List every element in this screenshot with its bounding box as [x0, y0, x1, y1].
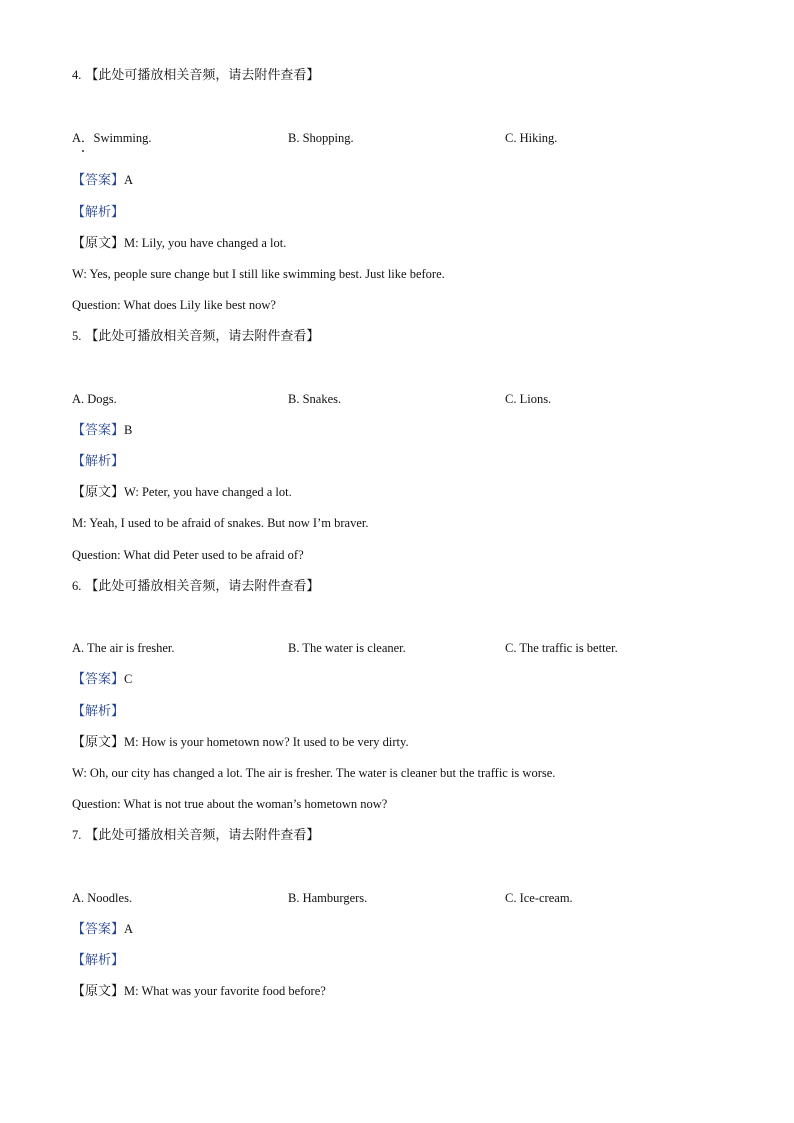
- original-text: W: Peter, you have changed a lot.: [124, 485, 292, 499]
- analysis-line: [72, 952, 124, 969]
- answer-value: C: [124, 672, 133, 686]
- analysis-tag: 【解析】: [72, 953, 125, 968]
- question-number: 5.: [72, 329, 82, 343]
- question-line: Question: What does Lily like best now?: [72, 298, 276, 312]
- original-line: [72, 734, 409, 751]
- option-a: A. Dogs.: [72, 392, 117, 406]
- option-b: B. Snakes.: [288, 392, 342, 406]
- question-7-heading: [72, 827, 319, 844]
- original-line: [72, 484, 292, 501]
- original-tag: 【原文】: [72, 735, 125, 750]
- answer-line: [72, 172, 133, 189]
- analysis-tag: 【解析】: [72, 454, 125, 469]
- dot-mark: [82, 150, 84, 152]
- analysis-line: [72, 453, 124, 470]
- option-a: A．Swimming.: [72, 131, 152, 145]
- original-tag: 【原文】: [72, 984, 125, 999]
- analysis-tag: 【解析】: [72, 205, 125, 220]
- original-line: [72, 983, 326, 1000]
- transcript-line: W: Oh, our city has changed a lot. The air is fresher. The water is cleaner but the traffic is worse.: [72, 766, 556, 780]
- question-line: Question: What is not true about the woman’s hometown now?: [72, 797, 388, 811]
- original-text: M: Lily, you have changed a lot.: [124, 236, 287, 250]
- question-5-heading: [72, 328, 319, 345]
- audio-prompt: 【此处可播放相关音频，请去附件查看】: [85, 68, 320, 83]
- audio-prompt: 【此处可播放相关音频，请去附件查看】: [85, 329, 320, 344]
- question-4-heading: [72, 67, 319, 84]
- original-tag: 【原文】: [72, 236, 125, 251]
- question-6-heading: [72, 578, 319, 595]
- question-number: 7.: [72, 828, 82, 842]
- answer-tag: 【答案】: [72, 173, 125, 188]
- option-a: A. The air is fresher.: [72, 641, 175, 655]
- option-b: B. Shopping.: [288, 131, 354, 145]
- analysis-tag: 【解析】: [72, 704, 125, 719]
- answer-tag: 【答案】: [72, 672, 125, 687]
- question-number: 4.: [72, 68, 82, 82]
- option-c: C. Lions.: [505, 392, 552, 406]
- answer-value: A: [124, 173, 134, 187]
- audio-prompt: 【此处可播放相关音频，请去附件查看】: [85, 579, 320, 594]
- answer-line: [72, 422, 132, 439]
- original-tag: 【原文】: [72, 485, 125, 500]
- option-a: A. Noodles.: [72, 891, 133, 905]
- transcript-line: M: Yeah, I used to be afraid of snakes. But now I’m braver.: [72, 516, 369, 530]
- question-number: 6.: [72, 579, 82, 593]
- option-b: B. Hamburgers.: [288, 891, 368, 905]
- answer-value: B: [124, 423, 133, 437]
- answer-line: [72, 671, 132, 688]
- original-line: [72, 235, 286, 252]
- question-line: Question: What did Peter used to be afraid of?: [72, 548, 304, 562]
- original-text: M: What was your favorite food before?: [124, 984, 326, 998]
- answer-line: [72, 921, 133, 938]
- answer-tag: 【答案】: [72, 423, 125, 438]
- option-c: C. Hiking.: [505, 131, 558, 145]
- answer-value: A: [124, 922, 134, 936]
- option-c: C. The traffic is better.: [505, 641, 618, 655]
- transcript-line: W: Yes, people sure change but I still like swimming best. Just like before.: [72, 267, 445, 281]
- original-text: M: How is your hometown now? It used to be very dirty.: [124, 735, 409, 749]
- option-c: C. Ice-cream.: [505, 891, 573, 905]
- option-b: B. The water is cleaner.: [288, 641, 406, 655]
- audio-prompt: 【此处可播放相关音频，请去附件查看】: [85, 828, 320, 843]
- answer-tag: 【答案】: [72, 922, 125, 937]
- analysis-line: [72, 703, 124, 720]
- analysis-line: [72, 204, 124, 221]
